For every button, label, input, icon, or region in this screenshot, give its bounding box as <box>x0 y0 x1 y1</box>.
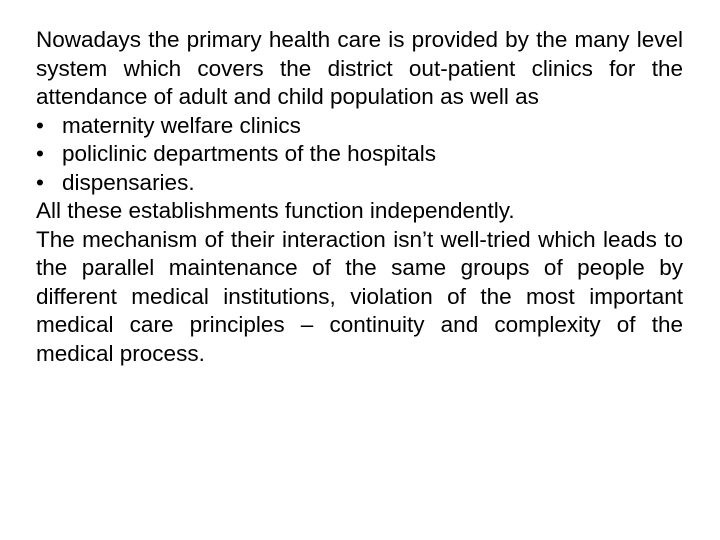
list-item <box>36 169 683 198</box>
list-item-text: maternity welfare clinics <box>62 112 301 138</box>
slide-text-block <box>36 26 683 368</box>
list-item-text: dispensaries. <box>62 169 195 195</box>
intro-paragraph: Nowadays the primary health care is provided by the many level system which covers the district out-patient clinics for the attendance of adult and child population as well as <box>36 27 683 109</box>
bullet-list <box>36 112 683 198</box>
bullet-icon: • <box>36 112 44 138</box>
conclusion-paragraph: The mechanism of their interaction isn’t well-tried which leads to the parallel maintenance of the same groups of people by different medical institutions, violation of the most important medical care principles – continuity and complexity of the medical process. <box>36 226 683 366</box>
list-item <box>36 140 683 169</box>
list-item-text: policlinic departments of the hospitals <box>62 141 436 166</box>
statement-paragraph: All these establishments function independently. <box>36 198 515 223</box>
bullet-icon: • <box>36 169 44 195</box>
bullet-icon: • <box>36 141 44 166</box>
list-item <box>36 112 683 141</box>
